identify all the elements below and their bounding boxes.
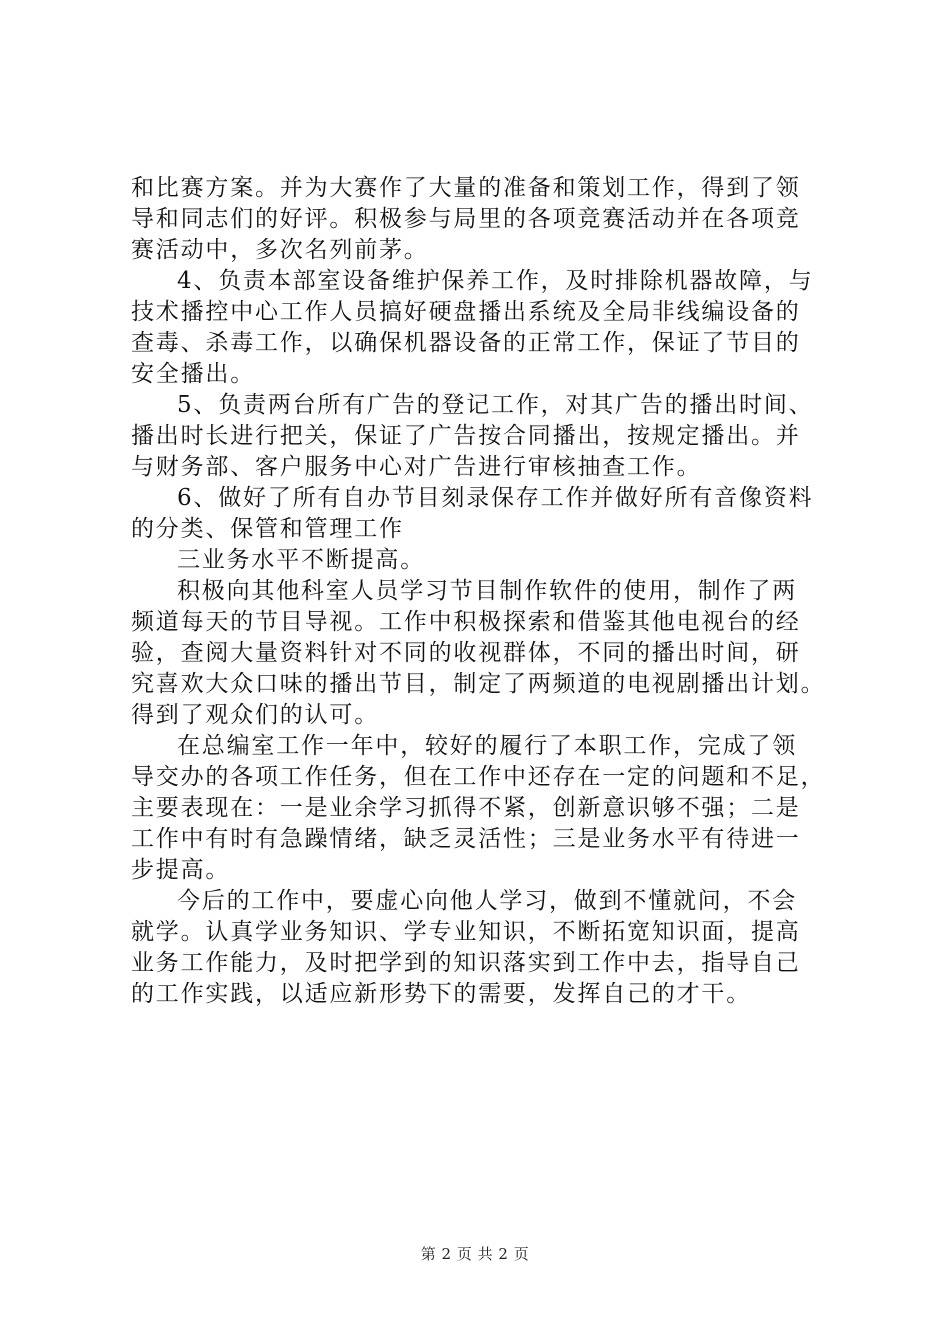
- text-line: 查毒、杀毒工作，以确保机器设备的正常工作，保证了节目的: [131, 330, 801, 356]
- text-line: 的分类、保管和管理工作: [131, 516, 404, 542]
- text-line: 验，查阅大量资料针对不同的收视群体，不同的播出时间，研: [131, 640, 801, 666]
- text-line: 6、做好了所有自办节目刻录保存工作并做好所有音像资料: [177, 485, 814, 511]
- text-line: 导交办的各项工作任务，但在工作中还存在一定的问题和不足，: [131, 764, 826, 790]
- text-line: 得到了观众们的认可。: [131, 702, 379, 728]
- text-line: 在总编室工作一年中，较好的履行了本职工作，完成了领: [177, 733, 797, 759]
- text-line: 就学。认真学业务知识、学专业知识，不断拓宽知识面，提高: [131, 919, 801, 945]
- body-text: [131, 173, 851, 1010]
- text-line: 频道每天的节目导视。工作中积极探索和借鉴其他电视台的经: [131, 609, 801, 635]
- text-line: 业务工作能力，及时把学到的知识落实到工作中去，指导自己: [131, 950, 801, 976]
- text-line: 和比赛方案。并为大赛作了大量的准备和策划工作，得到了领: [131, 175, 801, 201]
- text-line: 今后的工作中，要虚心向他人学习，做到不懂就问，不会: [177, 888, 797, 914]
- text-line: 赛活动中，多次名列前茅。: [131, 237, 429, 263]
- text-line: 与财务部、客户服务中心对广告进行审核抽查工作。: [131, 454, 702, 480]
- text-line: 技术播控中心工作人员搞好硬盘播出系统及全局非线编设备的: [131, 299, 801, 325]
- text-line: 的工作实践，以适应新形势下的需要，发挥自己的才干。: [131, 981, 751, 1007]
- text-line: 工作中有时有急躁情绪，缺乏灵活性；三是业务水平有待进一: [131, 826, 801, 852]
- section-heading: 三业务水平不断提高。: [177, 547, 425, 573]
- text-line: 5、负责两台所有广告的登记工作，对其广告的播出时间、: [177, 392, 814, 418]
- text-line: 导和同志们的好评。积极参与局里的各项竞赛活动并在各项竞: [131, 206, 801, 232]
- page-footer: [0, 1244, 950, 1264]
- text-line: 播出时长进行把关，保证了广告按合同播出，按规定播出。并: [131, 423, 801, 449]
- text-line: 究喜欢大众口味的播出节目，制定了两频道的电视剧播出计划。: [131, 671, 826, 697]
- text-line: 积极向其他科室人员学习节目制作软件的使用，制作了两: [177, 578, 797, 604]
- page-number: 第 2 页 共 2 页: [420, 1245, 530, 1263]
- text-line: 主要表现在：一是业余学习抓得不紧，创新意识够不强；二是: [131, 795, 801, 821]
- text-line: 步提高。: [131, 857, 231, 883]
- text-line: 安全播出。: [131, 361, 255, 387]
- text-line: 4、负责本部室设备维护保养工作，及时排除机器故障，与: [177, 268, 814, 294]
